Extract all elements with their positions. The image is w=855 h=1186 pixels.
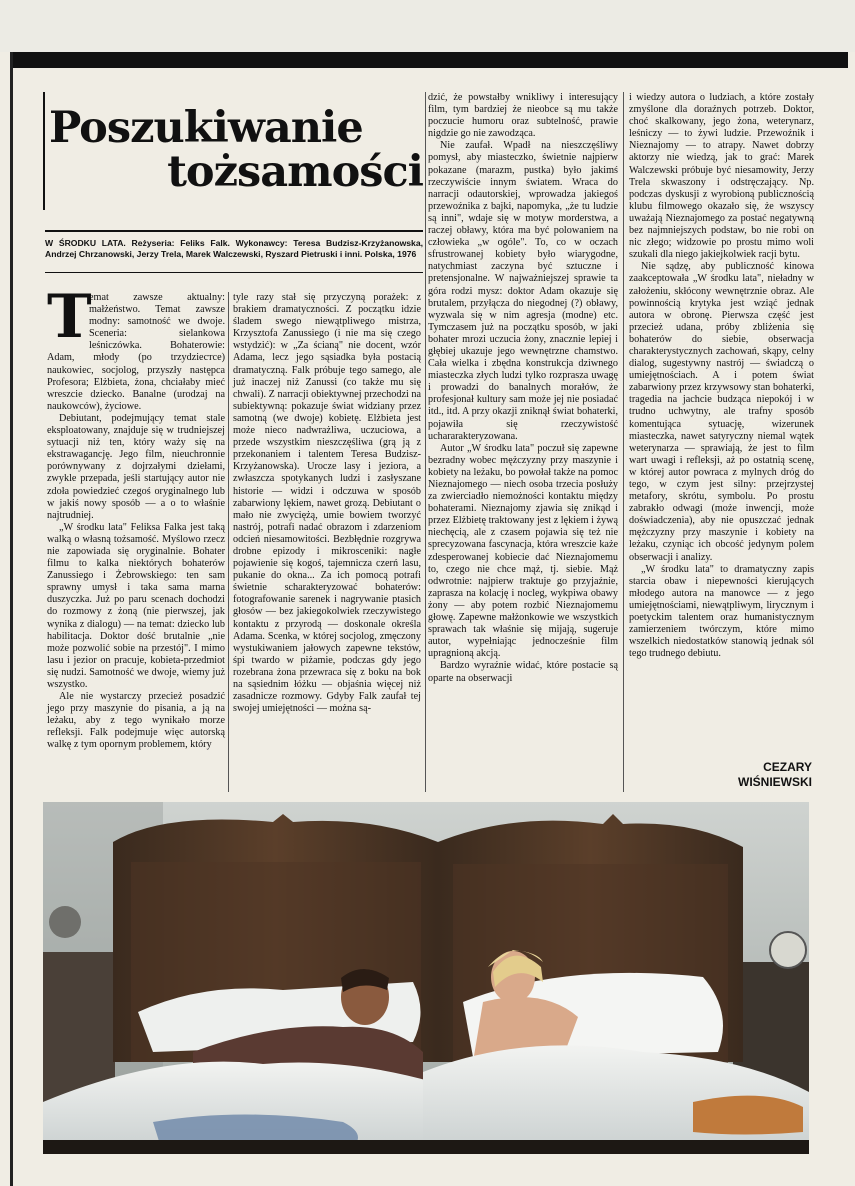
column-divider xyxy=(623,92,624,792)
page-left-edge xyxy=(10,52,13,1186)
title-line-1: Poszukiwanie xyxy=(49,103,363,153)
paragraph: Bardzo wyraźnie widać, które postacie są oparte na obserwacji xyxy=(428,660,618,684)
paragraph: tyle razy stał się przyczyną porażek: z brakiem dramatyczności. Z początku idzie śladem swego niewątpliwego mistrza, Krzysztofa Zanussiego (i nie ma się czego wstydzić): w „Za ścianą" nie docent, wzór Adama, lecz jego sąsiadka była postacią dramatyczną. Falk próbuje tego samego, ale już inaczej niż Zanussi (co także mu się chwali). Z narracji obiektywnej przechodzi na subiektywną: pokazuje świat widziany przez samotną (we dwoje) kobietę. Elżbieta jest może nieco nadwrażliwa, uczuciowa, a przede wszystkim nieszczęśliwa (grą ją z przekonaniem i talentem Teresa Budzisz-Krzyżanowska). Urocze lasy i jeziora, a zwłaszcza spotykanych ludzi i zasłyszane historie — widzi i odczuwa w sposób zabarwiony lękiem, nawet grozą. Debiutant o mało nie zwyciężą, umie bowiem tworzyć nastrój, potrafi nadać obrazom i zdarzeniom odcień niesamowitości. Bezbłędnie rozgrywa drobne epizody i mikrosceniki: nagłe pojawienie się kogoś, tajemnicza czerń lasu, pukanie do okna... Za ich pomocą potrafi świetnie scharakteryzować bohaterów: fotografowanie sarenek i nagrywanie ptasich głosów — bez jakiegokolwiek rzeczywistego kontaktu z przyrodą — doskonale określa Adama. Scenka, w której socjolog, zmęczony wystukiwaniem jałowych zapewne tekstów, śpi twardo w piżamie, podczas gdy jego rozebrana żona przewraca się z boku na bok na sąsiednim łóżku — objaśnia więcej niż zasadnicze rozmowy. Gdyby Falk zaufał tej swojej umiejętności — można są- xyxy=(233,292,421,715)
title-vertical-rule xyxy=(43,92,45,210)
paragraph: dzić, że powstałby wnikliwy i interesujący film, tym bardziej że nieobce są mu także poczucie humoru oraz subtelność, prawie nigdzie go nie zawodząca. xyxy=(428,92,618,140)
header-black-bar xyxy=(10,52,848,68)
author-first-name: CEZARY xyxy=(763,760,812,774)
title-block xyxy=(45,92,425,197)
film-credits: W ŚRODKU LATA. Reżyseria: Feliks Falk. Wykonawcy: Teresa Budzisz-Krzyżanowska, Andrzej Chrzanowski, Jerzy Trela, Marek Walczewski, Ryszard Pietruski i inni. Polska, 1976 xyxy=(45,238,423,259)
drop-cap: T xyxy=(47,282,92,352)
paragraph: T emat zawsze aktualny: małżeństwo. Temat zawsze modny: samotność we dwoje. Sceneria: sielankowa leśniczówka. Bohaterowie: Adam, młody (po trzydzieстce) naukowiec, socjolog, przyszły następca Profesora; Elżbieta, żona, chciałaby mieć wreszcie dziecko. Banalne (urodzaj na naukowców), życiowe. xyxy=(47,282,225,412)
paragraph: Nie sądzę, aby publiczność kinowa zaakceptowała „W środku lata", nieładny w założeniu, skłócony wewnętrznie obraz. Ale powinnością krytyka jest wziąć jednak autora w obronę. Pierwsza część jest przecież udana, próby zbliżenia się bohaterów do siebie, obserwacja charakterystycznych zachowań, skąpy, celny dialog, sugestywny nastrój — świadczą o umiejętnościach. A i potem świat zabarwiony przez krzywsowy stan bohaterki, tragedia na jachcie budząca niepokój i w trudno uchwytny, ale trafny sposób komentująca sytuację, wizerunek miasteczka, nawet satyryczny niemal wątek weterynarza — sprawiają, że jest to film wart uwagi i refleksji, aż po ostatnią scenę, w której autor powraca z mylnych dróg do tego, w czym jest silny: przejrzystej metafory, skrótu, symbolu. Po prostu zabrakło odwagi (może inwencji, może doświadczenia), aby nie opuszczać jednak mężczyzny przy maszynie i kobiety na leżaku, czyniąc ich obcość jedynym polem obserwacji i analizy. xyxy=(629,261,814,563)
paragraph: Nie zaufał. Wpadł na nieszczęśliwy pomysł, aby miasteczko, świetnie najpierw pokazane (marazm, pustka) było jakimś rzeczywiście innym światem. Wraca do narracji odautorskiej, wprowadza jakiegoś przewoźnika z bajki, napomyka, „że tu ludzie są inni", wdaje się w motyw morderstwa, a raczej obławy, która ma być polowaniem na człowieka „w ogóle". To, co w oczach sfrustrowanej kobiety było wiarygodne, natychmiast zaczyna być sztuczne i pretensjonalne. W najważniejszej sprawie ta góra rodzi mysz: doktor Adam okazuje się brutalem, przyłącza do niegodnej (?) obławy, wyzwala się w nim agresja (modne) etc. Tymczasem już na początku sposób, w jaki bohater mrozi uczucia żony, znacznie lepiej i głębiej ukazuje jego wewnętrzne chamstwo. Cała wielka i zbędna konstrukcja dziwnego miasteczka złych ludzi tylko rozprasza uwagę i prowadzi do banalnych morałów, że profesjonał kultury sam może jej nie posiadać itd., itd. A przy okazji zniknął świat bohaterki, pojawiła się rzeczywistość uchararakteryzowana. xyxy=(428,140,618,442)
column-divider xyxy=(425,92,426,792)
title-line-2: tożsamości xyxy=(167,147,423,197)
paragraph: Autor „W środku lata" poczuł się zapewne bezradny wobec mężczyzny przy maszynie i kobiety na leżaku, bo powołał także na pomoc Nieznajomego — niech osoba trzecia posłuży za zwierciadło niemożności kontaktu między bohaterami. Nieznajomy zjawia się znikąd i przez Elżbietę traktowany jest z lękiem i żywą niechęcią, ale z czasem pojawia się też nie sprecyzowana fascynacja, która wreszcie każe zdesperowanej kobiecie dać Nieznajomemu to, czego nie chce mąż, tj. siebie. Mąż odwrotnie: najpierw traktuje go przyjaźnie, zaprasza na kolację i nocleg, wykpiwa obawy żony — aby potem rozbić Nieznajomemu głowę. Zapewne małżonkowie we wszystkich sprawach tak właśnie się mijają, sugeruje autor, wypełniając jednocześnie film upragnioną akcją. xyxy=(428,442,618,660)
article-column-4 xyxy=(629,92,814,660)
paragraph: „W środku lata" to dramatyczny zapis starcia obaw i niepewności kierujących młodego autora na manowce — z jego umiejętnościami, niewątpliwym, lirycznym i poetyckim talentem oraz humanistycznym zamierzeniem twórczym, które mimo wszelkich niedostatków stanowią jednak sól tego trudnego debiutu. xyxy=(629,563,814,660)
paragraph: Debiutant, podejmujący temat stale eksploatowany, znajduje się w trudniejszej sytuacji niż ten, który waży się na ekstrawagancję. Jego film, nieuchronnie porównywany z dojrzałymi dziełami, zwykle przepada, jeśli startujący autor nie zdoła powiedzieć czegoś oryginalnego lub w jakiś nowy sposób — a o to właśnie najtrudniej. xyxy=(47,412,225,521)
article-title xyxy=(49,103,425,197)
page-top-margin xyxy=(0,0,855,52)
article-column-1 xyxy=(47,282,225,752)
film-still-photo xyxy=(43,802,809,1154)
paragraph: Ale nie wystarczy przecież posadzić jego przy maszynie do pisania, a ją na leżaku, aby z tego wynikało morze refleksji. Falk podejmuje więc autorską walkę z tym opornym problemem, który xyxy=(47,691,225,751)
column-divider xyxy=(228,292,229,792)
paragraph: i wiedzy autora o ludziach, a które zostały zmyślone dla doraźnych potrzeb. Doktor, choć skalkowany, jego żona, weterynarz, leśniczy — to żywi ludzie. Przewoźnik i Nieznajomy — to atrapy. Nawet dobrzy aktorzy nie wiedzą, jak to grać: Marek Walczewski próbuje być niesamowity, Jerzy Trela skwaszony i odstręczający. Np. podczas dyskusji z wyrobioną publicznością klubu filmowego okazało się, że wszyscy uważają Nieznajomego za postać negatywną bez najmniejszych podstaw, bo nie robi on nic złego; widzowie po prostu mimo woli szukali dla niego jakiejkolwiek racji bytu. xyxy=(629,92,814,261)
credits-top-rule xyxy=(45,230,423,232)
author-last-name: WIŚNIEWSKI xyxy=(738,775,812,789)
article-column-2 xyxy=(233,292,421,715)
paragraph: „W środku lata" Feliksa Falka jest taką walką o własną tożsamość. Myślowo rzecz nie zapowiada się oryginalnie. Bohater filmu to kalka niektórych bohaterów Zanussiego i Żebrowskiego: ten sam sprawny umysł i taka sama marna duszyczka. Już po paru scenach dochodzi do rozmowy z żoną (nie pierwszej, jak wynika z dialogu) — na temat: dziecko lub habilitacja. Doktor dość brutalnie „nie może pozwolić sobie na przestój". I mimo lasu i jezior on pracuje, kobieta-przedmiot się nudzi. Samotność we dwoje, wiemy już wszystko. xyxy=(47,521,225,690)
film-still-illustration xyxy=(43,802,809,1154)
article-column-3 xyxy=(428,92,618,685)
credits-bottom-rule xyxy=(45,272,423,273)
author-signature xyxy=(700,760,812,790)
